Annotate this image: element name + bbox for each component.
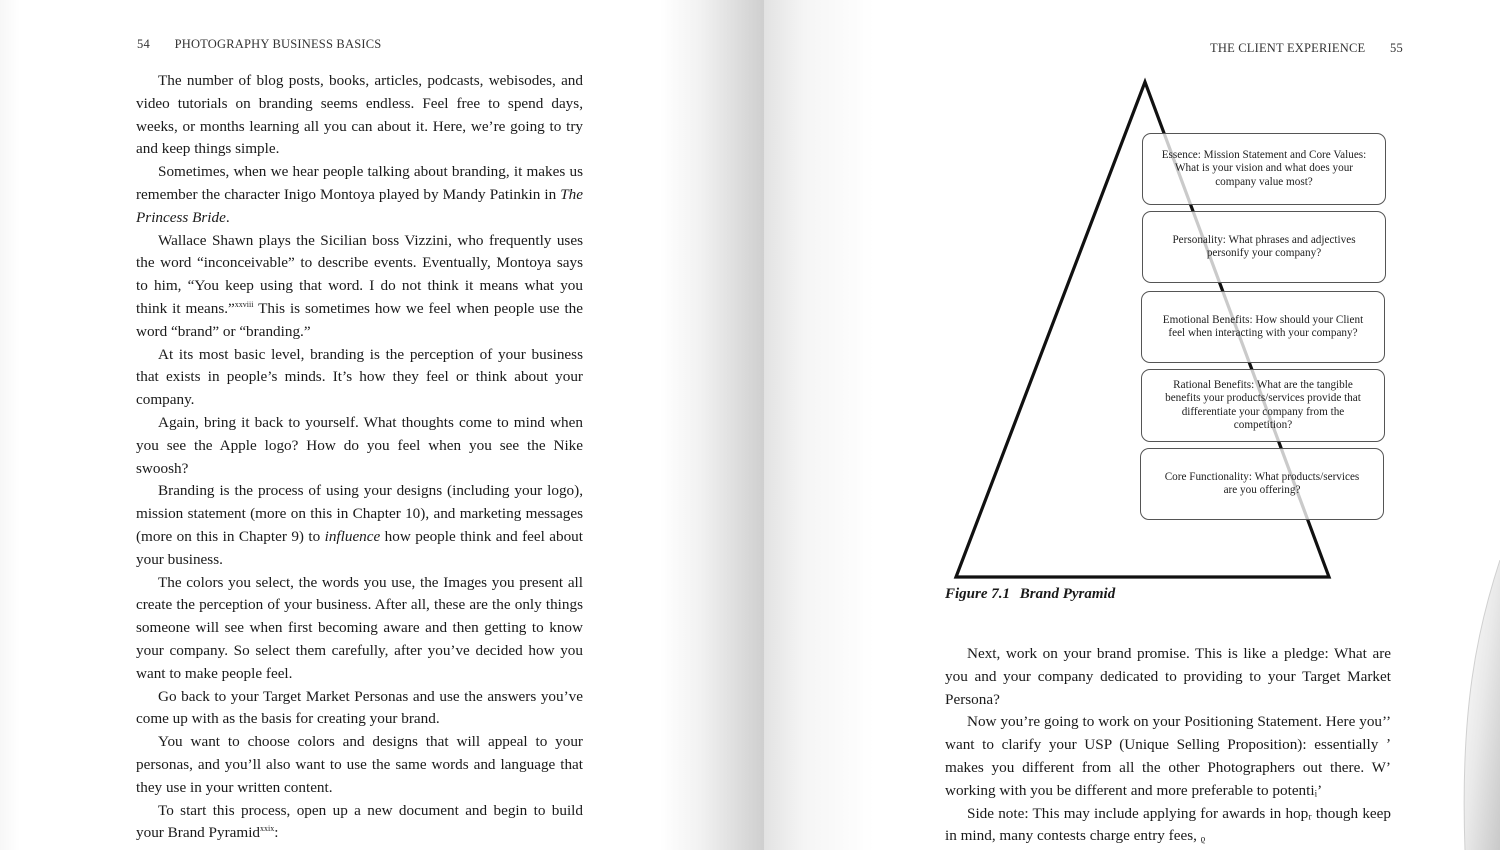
pyramid-box-core-functionality: Core Functionality: What products/services are you offering? — [1140, 448, 1384, 520]
left-body-text — [136, 70, 583, 845]
left-running-head — [137, 37, 381, 52]
figure-title: Brand Pyramid — [1019, 586, 1116, 602]
paragraph: Now you’re going to work on your Positioning Statement. Here you’’ want to clarify your USP (Unique Selling Proposition): essentially ʼ makes you different from all the other Photographers out there. W’ working with you be different and more preferable to potentiᵢ’ — [945, 713, 1391, 799]
paragraph: You want to choose colors and designs that will appeal to your personas, and you’ll also want to use the same words and language that they use in your written content. — [136, 733, 583, 796]
right-body-text — [945, 643, 1391, 848]
paragraph: Branding is the process of using your designs (including your logo), mission statement (more on this in Chapter 10), and marketing messages (more on this in Chapter 9) to influence how people think and feel about your business. — [136, 482, 583, 568]
paragraph: To start this process, open up a new document and begin to build your Brand Pyramid$^{xxix}$: — [136, 801, 583, 842]
left-running-head-title: PHOTOGRAPHY BUSINESS BASICS — [174, 37, 382, 51]
paragraph: Side note: This may include applying for awards in hopᵣ though keep in mind, many contests charge entry fees, ᵨ — [945, 804, 1391, 845]
paragraph: Go back to your Target Market Personas and use the answers you’ve come up with as the basis for creating your brand. — [136, 687, 583, 728]
right-running-head — [1210, 41, 1403, 56]
right-running-head-title: THE CLIENT EXPERIENCE — [1210, 41, 1366, 55]
pyramid-box-rational-benefits: Rational Benefits: What are the tangible benefits your products/services provide that differentiate your company from the competition? — [1141, 369, 1385, 442]
paragraph: Wallace Shawn plays the Sicilian boss Vizzini, who frequently uses the word “inconceivable” to describe events. Eventually, Montoya says to him, “You keep using that word. I do not think it means what you think it means.”$^{xxviii}$ This is sometimes how we feel when people use the word “brand” or “branding.” — [136, 231, 583, 340]
paragraph: Sometimes, when we hear people talking about branding, it makes us remember the character Inigo Montoya played by Mandy Patinkin in The Princess Bride. — [136, 163, 583, 226]
paragraph: At its most basic level, branding is the perception of your business that exists in people’s minds. It’s how they feel or think about your company. — [136, 345, 583, 409]
pyramid-box-emotional-benefits: Emotional Benefits: How should your Client feel when interacting with your company? — [1141, 291, 1385, 363]
right-page — [764, 0, 1500, 850]
left-page-number: 54 — [137, 37, 150, 51]
pyramid-box-essence: Essence: Mission Statement and Core Values: What is your vision and what does your company value most? — [1142, 133, 1386, 205]
right-page-number: 55 — [1390, 41, 1403, 55]
endnote-marker: xxix — [260, 824, 275, 834]
figure-caption — [945, 586, 1121, 603]
endnote-marker: xxviii — [234, 299, 254, 309]
page-curl — [1405, 560, 1500, 850]
paragraph: The number of blog posts, books, articles, podcasts, webisodes, and video tutorials on branding seems endless. Feel free to spend days, weeks, or months learning all you can about it. Here, we’re going to try and keep things simple. — [136, 72, 583, 158]
figure-number: Figure 7.1 — [945, 586, 1011, 602]
paragraph: The colors you select, the words you use, the Images you present all create the perception of your business. After all, these are the only things someone will see when first becoming aware and then getting to know your company. So select them carefully, after you’ve decided how you want to make people feel. — [136, 573, 583, 682]
paragraph: Again, bring it back to yourself. What thoughts come to mind when you see the Apple logo? How do you feel when you see the Nike swoosh? — [136, 413, 583, 477]
paragraph: Next, work on your brand promise. This is like a pledge: What are you and your company dedicated to providing to your Target Market Persona? — [945, 645, 1391, 708]
pyramid-box-personality: Personality: What phrases and adjectives personify your company? — [1142, 211, 1386, 283]
